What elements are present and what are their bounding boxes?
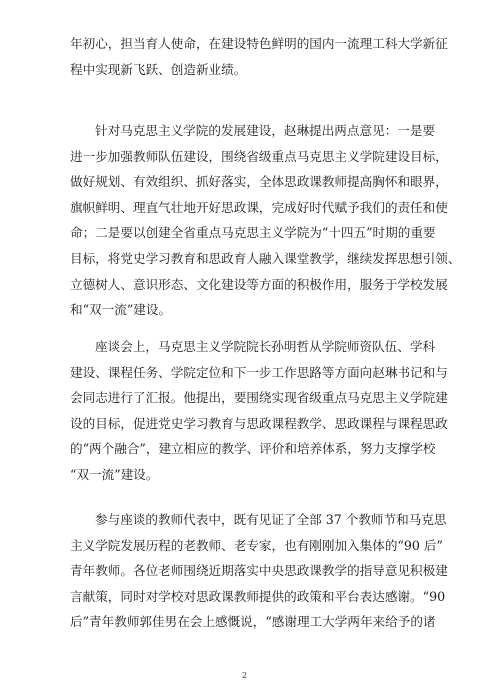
text-line: 参与座谈的教师代表中，既有见证了全部 37 个教师节和马克思 bbox=[95, 512, 447, 527]
text-line: 针对马克思主义学院的发展建设，赵琳提出两点意见：一是要 bbox=[95, 123, 436, 138]
text-line: 后”青年教师郭佳男在会上感慨说，“感谢理工大学两年来给予的诸 bbox=[70, 614, 436, 630]
paragraph-3 bbox=[70, 334, 448, 488]
text-line: 年初心，担当育人使命，在建设特色鲜明的国内一流理工科大学新征 bbox=[70, 36, 448, 51]
text-line: 程中实现新飞跃、创造新业绩。 bbox=[70, 61, 247, 77]
paragraph-4 bbox=[70, 507, 448, 635]
text-line: 言献策，同时对学校对思政课教师提供的政策和平台表达感谢。“90 bbox=[70, 588, 446, 604]
text-line: 会同志进行了汇报。他提出，要围绕实现省级重点马克思主义学院建 bbox=[70, 390, 448, 406]
paragraph-1 bbox=[70, 31, 448, 82]
text-line: 青年教师。各位老师围绕近期落实中央思政课教学的指导意见积极建 bbox=[70, 563, 448, 579]
text-line: “双一流”建设。 bbox=[70, 466, 159, 482]
text-line: 建设、课程任务、学院定位和下一步工作思路等方面向赵琳书记和与 bbox=[70, 364, 448, 380]
text-line: 命；二是要以创建全省重点马克思主义学院为“十四五”时期的重要 bbox=[70, 225, 436, 241]
text-line: 设的目标，促进党史学习教育与思政课程教学、思政课程与课程思政 bbox=[70, 415, 448, 431]
text-line: 的“两个融合”，建立相应的教学、评价和培养体系，努力支撑学校 bbox=[70, 441, 436, 457]
text-line: 主义学院发展历程的老教师、老专家，也有刚刚加入集体的“90 后” bbox=[70, 537, 443, 553]
paragraph-2 bbox=[70, 118, 461, 323]
text-line: 做好规划、有效组织、抓好落实，全体思政课教师提高胸怀和眼界， bbox=[70, 174, 448, 190]
text-line: 立德树人、意识形态、文化建设等方面的积极作用，服务于学校发展 bbox=[70, 276, 448, 292]
text-line: 座谈会上，马克思主义学院院长孙明哲从学院师资队伍、学科 bbox=[95, 339, 436, 354]
page-number: 2 bbox=[241, 671, 248, 680]
text-line: 旗帜鲜明、理直气壮地开好思政课，完成好时代赋予我们的责任和使 bbox=[70, 199, 448, 215]
text-line: 目标，将党史学习教育和思政育人融入课堂教学，继续发挥思想引领、 bbox=[70, 250, 461, 266]
text-line: 进一步加强教师队伍建设，围绕省级重点马克思主义学院建设目标， bbox=[70, 148, 448, 164]
text-line: 和“双一流”建设。 bbox=[70, 302, 172, 318]
